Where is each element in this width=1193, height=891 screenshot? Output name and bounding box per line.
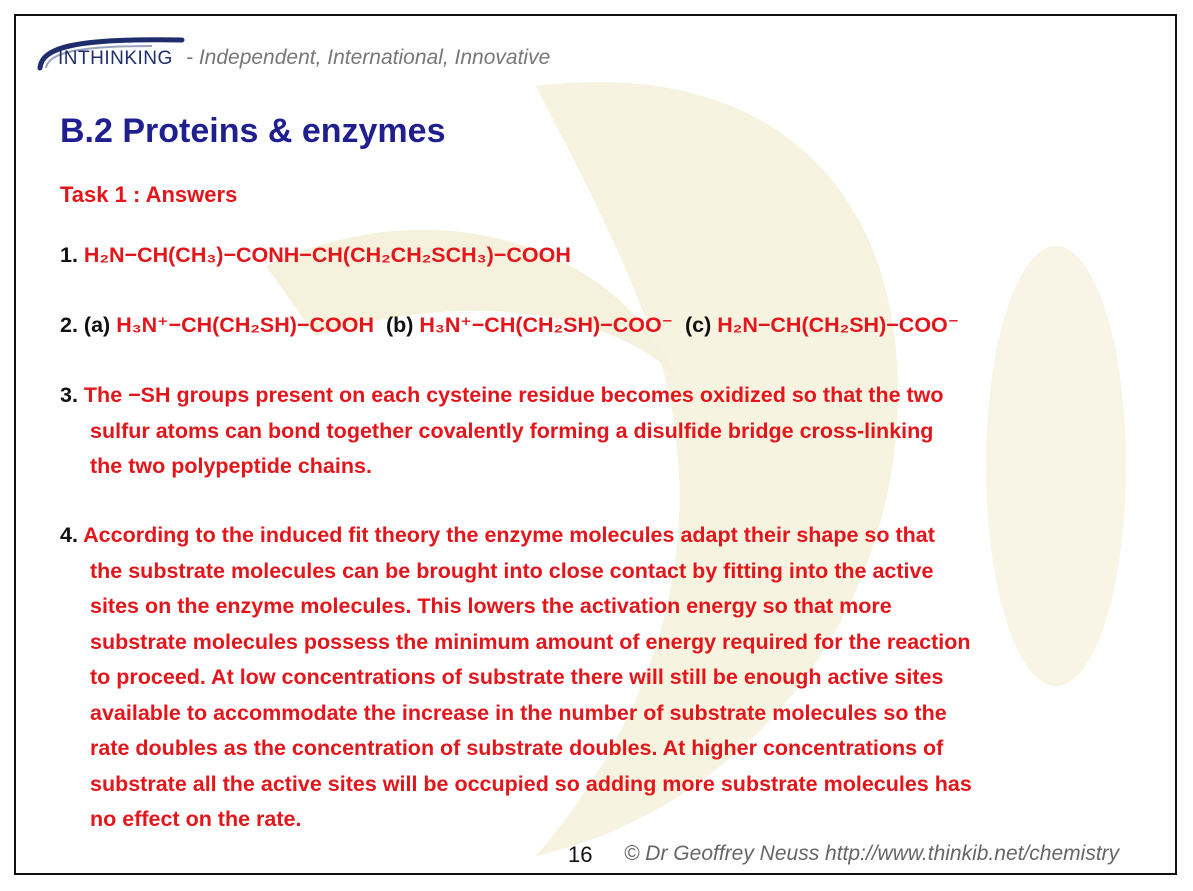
part-b-label: (b) xyxy=(385,313,414,337)
tagline: - Independent, International, Innovative xyxy=(186,46,551,69)
answer-number: 1. xyxy=(60,243,78,267)
answer-line: no effect on the rate. xyxy=(90,807,302,831)
slide xyxy=(14,14,1177,875)
answer-line: available to accommodate the increase in the number of substrate molecules so the xyxy=(90,700,947,725)
answer-line: the two polypeptide chains. xyxy=(90,454,372,478)
answer-line: the substrate molecules can be brought into close contact by fitting into the active xyxy=(90,558,934,583)
answer-2 xyxy=(60,308,959,344)
answer-line: substrate all the active sites will be occupied so adding more substrate molecules has xyxy=(90,771,972,796)
part-c-label: (c) xyxy=(684,313,712,337)
answer-line: substrate molecules possess the minimum amount of energy required for the reaction xyxy=(90,629,971,654)
part-b-formula: H₃N⁺−CH(CH₂SH)−COO⁻ xyxy=(419,313,674,337)
answer-number: 2. xyxy=(60,313,78,337)
task-heading: Task 1 : Answers xyxy=(60,182,238,207)
answer-line: sulfur atoms can bond together covalently forming a disulfide bridge cross-linking xyxy=(90,418,934,443)
answer-line: 3. The −SH groups present on each cysteine residue becomes oxidized so that the two xyxy=(60,383,944,407)
answer-3 xyxy=(60,378,944,485)
answer-4 xyxy=(60,518,972,838)
page-title: B.2 Proteins & enzymes xyxy=(60,112,446,150)
answer-number: 4. xyxy=(60,523,78,547)
part-c-formula: H₂N−CH(CH₂SH)−COO⁻ xyxy=(717,313,960,337)
part-a-label: (a) xyxy=(83,313,111,337)
answer-line: 4. According to the induced fit theory the enzyme molecules adapt their shape so that xyxy=(60,523,935,547)
logo-text: INTHINKING xyxy=(58,48,173,69)
part-a-formula: H₃N⁺−CH(CH₂SH)−COOH xyxy=(116,313,374,337)
page-number: 16 xyxy=(568,842,593,867)
answer-line: to proceed. At low concentrations of substrate there will still be enough active sites xyxy=(90,665,944,689)
answer-1 xyxy=(60,238,571,274)
answer-number: 3. xyxy=(60,383,78,407)
answer-line: rate doubles as the concentration of substrate doubles. At higher concentrations of xyxy=(90,736,944,760)
answer-1-formula: H₂N−CH(CH₃)−CONH−CH(CH₂CH₂SCH₃)−COOH xyxy=(83,243,571,267)
answer-line: sites on the enzyme molecules. This lowers the activation energy so that more xyxy=(90,594,892,618)
copyright-notice: © Dr Geoffrey Neuss http://www.thinkib.net/chemistry xyxy=(624,842,1120,865)
